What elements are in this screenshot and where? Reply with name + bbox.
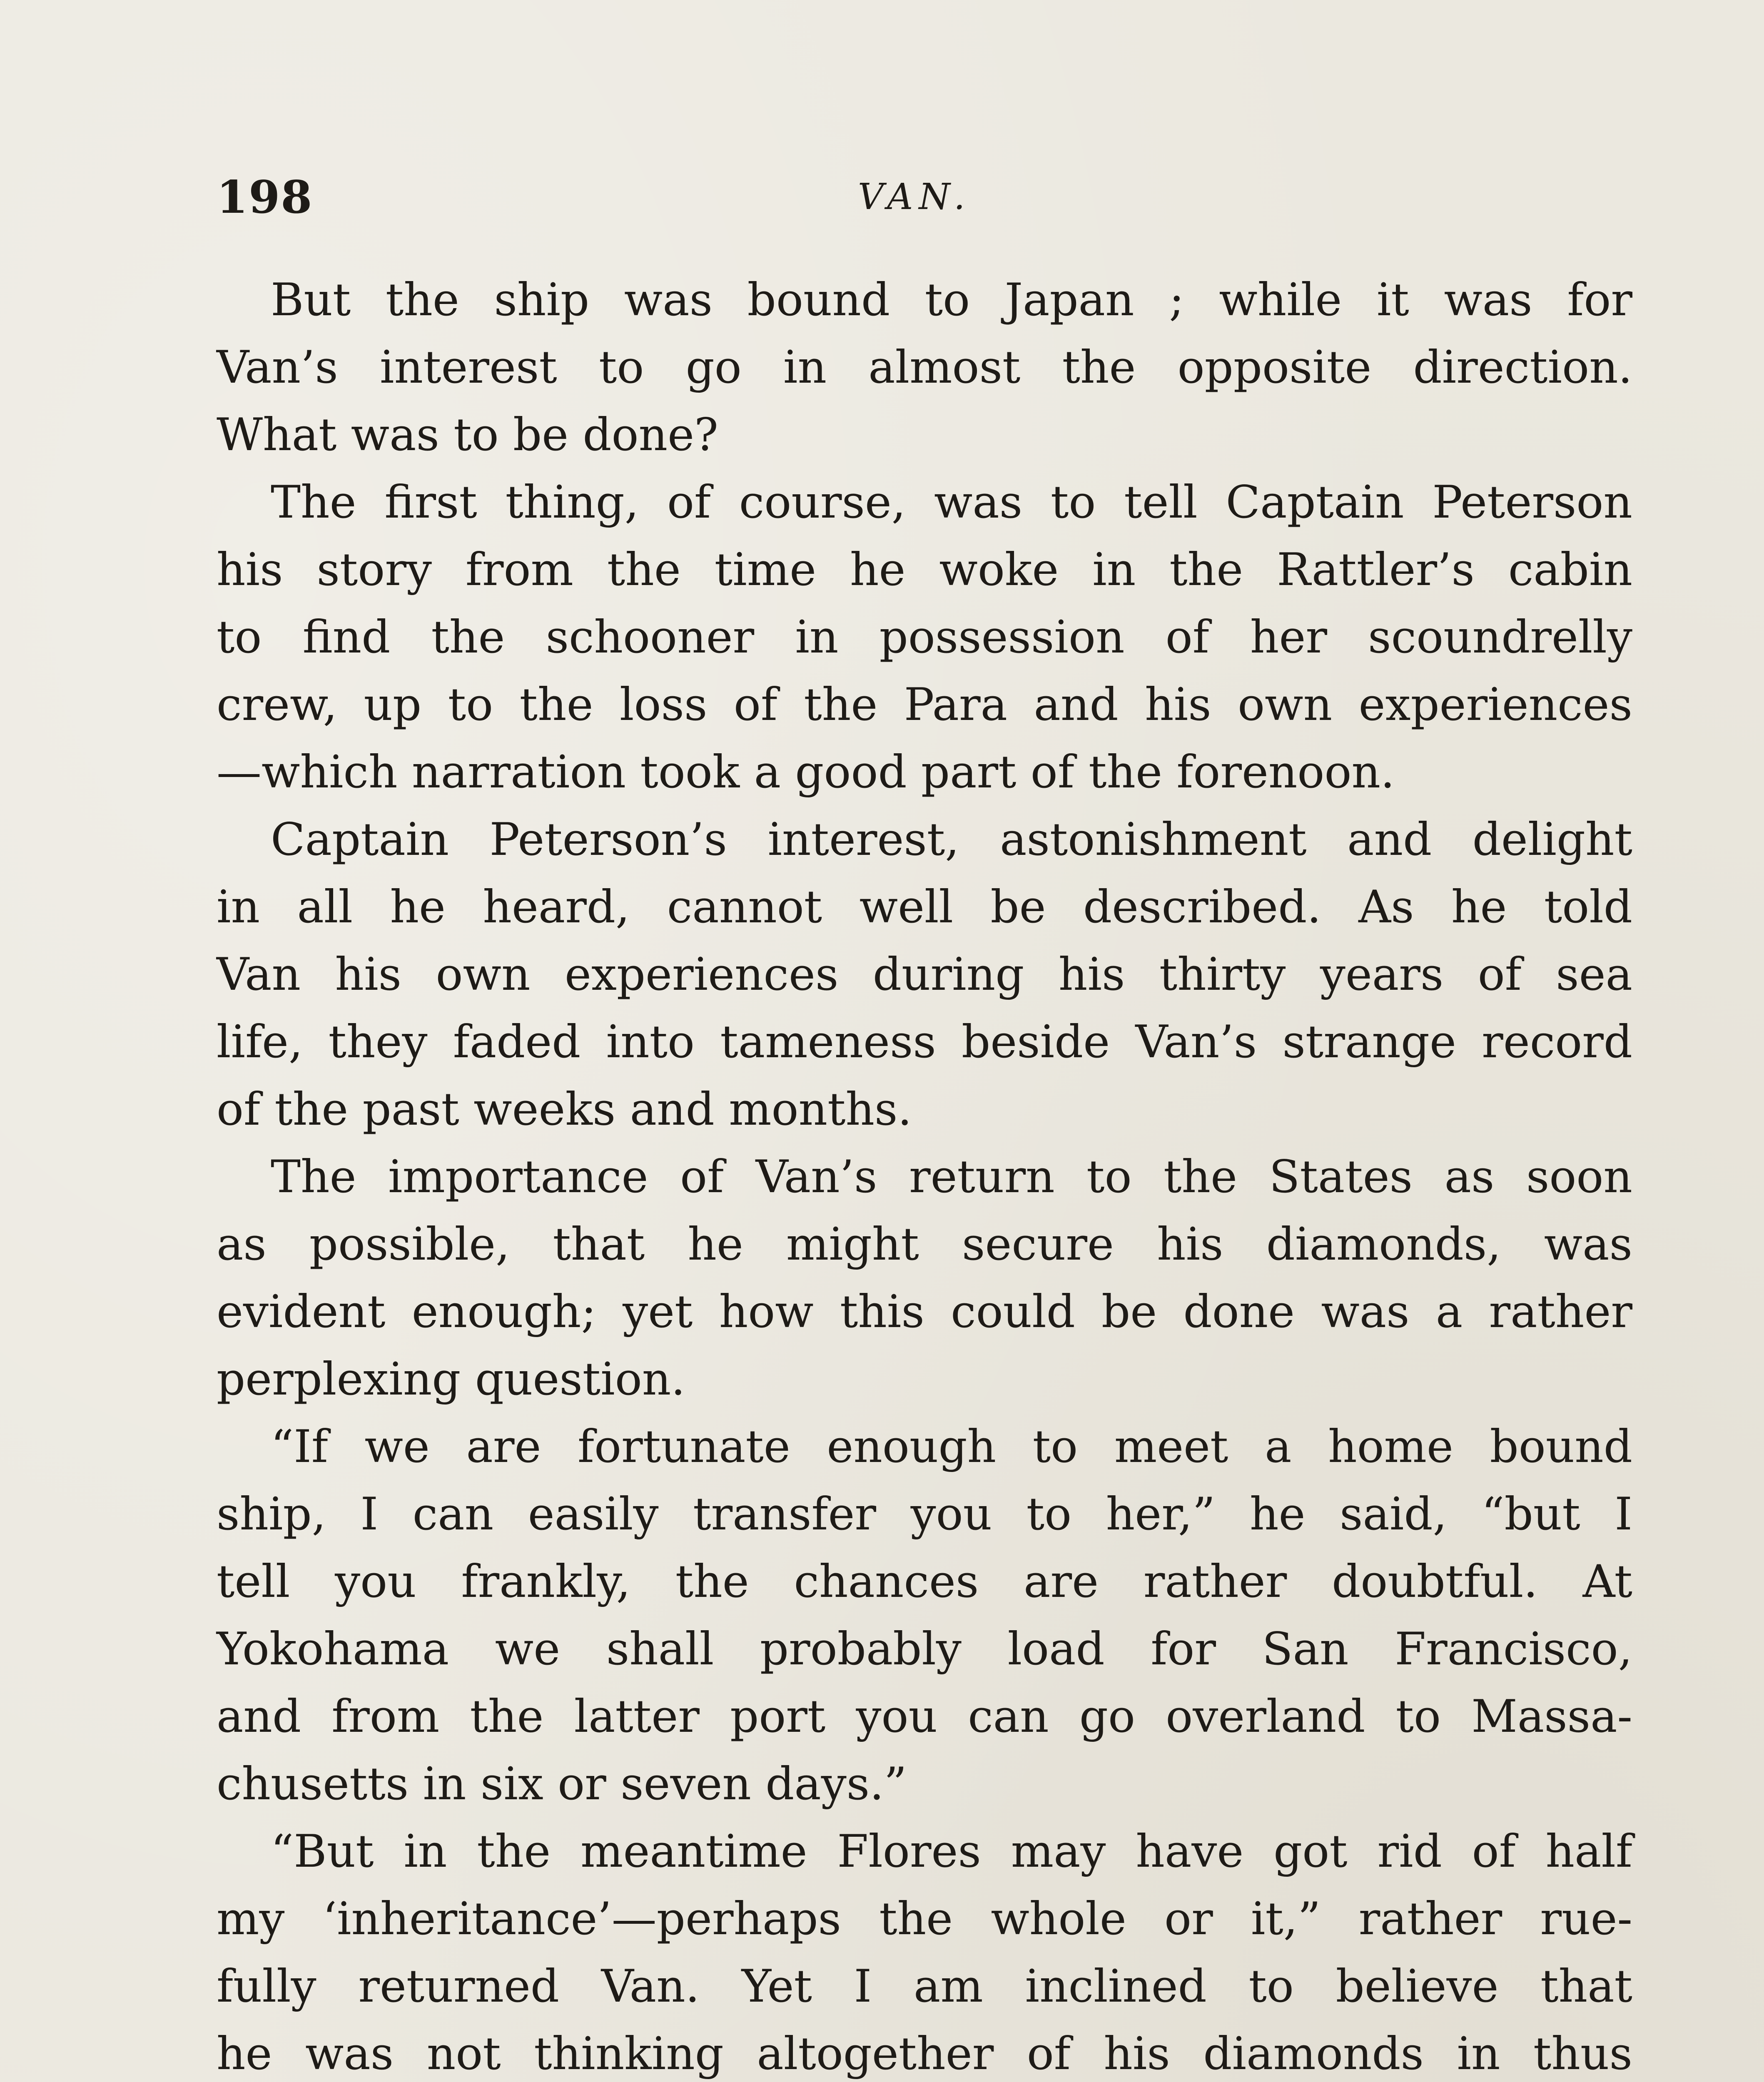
text-line: The importance of Van’s return to the States as soon [271, 1151, 1632, 1203]
paragraph [217, 266, 1632, 469]
text-line: to find the schooner in possession of her scoundrelly [217, 611, 1632, 663]
body-text [217, 266, 1632, 2082]
text-line: “If we are fortunate enough to meet a home bound [271, 1421, 1632, 1473]
text-line: his story from the time he woke in the Rattler’s cabin [217, 544, 1632, 596]
paragraph [217, 1818, 1632, 2082]
text-line: evident enough; yet how this could be done was a rather [217, 1286, 1632, 1338]
text-line: —which narration took a good part of the forenoon. [217, 746, 1395, 798]
text-line: chusetts in six or seven days.” [217, 1758, 907, 1810]
page-number: 198 [217, 171, 313, 224]
paragraph [217, 469, 1632, 806]
paragraph [217, 1143, 1632, 1413]
paragraph [217, 1413, 1632, 1818]
text-line: ship, I can easily transfer you to her,” he said, “but I [217, 1488, 1632, 1540]
text-line: “But in the meantime Flores may have got rid of half [271, 1825, 1632, 1878]
text-line: Van’s interest to go in almost the opposite direction. [217, 341, 1632, 393]
text-line: perplexing question. [217, 1353, 685, 1405]
text-line: The first thing, of course, was to tell Captain Peterson [271, 476, 1632, 528]
text-line: Captain Peterson’s interest, astonishment and delight [271, 814, 1632, 866]
text-line: But the ship was bound to Japan ; while it was for [271, 274, 1632, 326]
text-line: my ‘inheritance’—perhaps the whole or it,” rather rue- [217, 1893, 1632, 1945]
paragraph [217, 806, 1632, 1143]
text-line: and from the latter port you can go overland to Massa- [217, 1691, 1632, 1743]
text-line: of the past weeks and months. [217, 1083, 912, 1136]
text-line: in all he heard, cannot well be described. As he told [217, 881, 1632, 933]
text-line: fully returned Van. Yet I am inclined to believe that [217, 1960, 1632, 2012]
text-line: What was to be done? [217, 409, 718, 461]
text-line: tell you frankly, the chances are rather doubtful. At [217, 1556, 1632, 1608]
text-line: crew, up to the loss of the Para and his own experiences [217, 679, 1632, 731]
running-title: VAN. [858, 176, 971, 218]
text-line: Van his own experiences during his thirty years of sea [217, 949, 1632, 1001]
text-line: he was not thinking altogether of his diamonds in thus [217, 2028, 1632, 2080]
text-line: as possible, that he might secure his diamonds, was [217, 1218, 1632, 1270]
text-line: Yokohama we shall probably load for San Francisco, [217, 1623, 1632, 1675]
text-line: life, they faded into tameness beside Van’s strange record [217, 1016, 1632, 1068]
